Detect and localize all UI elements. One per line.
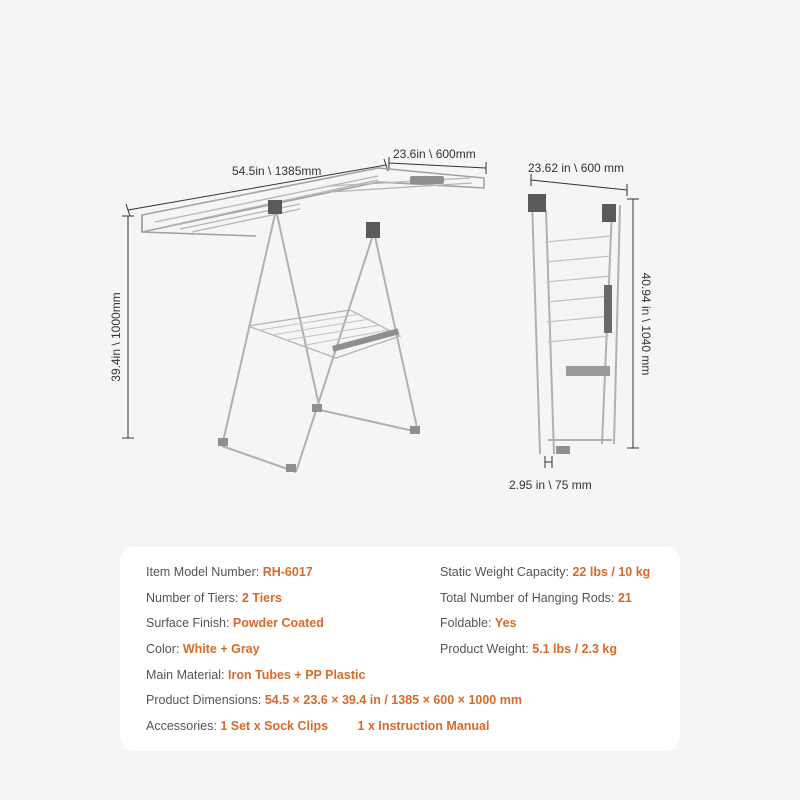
spec-model [146,565,313,579]
spec-value: 22 lbs / 10 kg [572,565,651,579]
spec-value: Iron Tubes + PP Plastic [227,668,366,682]
spec-foldable [440,616,516,630]
spec-label: Number of Tiers: [146,591,239,605]
dim-folded-width: 23.62 in \ 600 mm [528,161,625,175]
spec-label: Product Dimensions: [146,693,262,707]
spec-label: Product Weight: [440,642,529,656]
dim-open-length: 54.5in \ 1385mm [232,164,322,178]
spec-weight-capacity [440,565,650,579]
spec-value: Powder Coated [232,616,324,630]
spec-label: Foldable: [440,616,492,630]
sock-clips-icon [566,366,610,376]
spec-label: Surface Finish: [146,616,230,630]
hinge-icon [602,204,616,222]
specifications-card [120,547,680,751]
spec-value: Yes [494,616,517,630]
spec-tiers [146,591,282,605]
open-rack [142,168,484,472]
hinge-icon [366,222,380,238]
spec-product-weight [440,642,617,656]
spec-value: 54.5 × 23.6 × 39.4 in / 1385 × 600 × 1000 mm [264,693,522,707]
dim-folded-height: 40.94 in \ 1040 mm [639,272,653,376]
spec-finish [146,616,324,630]
dim-open-height: 39.4in \ 1000mm [109,292,123,382]
spec-value: 1 Set x Sock Clips [220,719,329,733]
hinge-icon [268,200,282,214]
spec-material [146,668,365,682]
spec-label: Main Material: [146,668,225,682]
spec-label: Static Weight Capacity: [440,565,569,579]
folded-rack [528,194,620,454]
spec-label: Accessories: [146,719,217,733]
spec-hanging-rods [440,591,632,605]
spec-product-dimensions [146,693,522,707]
spec-color [146,642,260,656]
spec-value: 21 [617,591,632,605]
spec-value: 5.1 lbs / 2.3 kg [532,642,617,656]
spec-value: 2 Tiers [241,591,282,605]
spec-accessories [146,719,489,733]
spec-value-2: 1 x Instruction Manual [357,719,490,733]
hinge-icon [528,194,546,212]
dim-open-width: 23.6in \ 600mm [393,147,476,161]
dim-folded-depth: 2.95 in \ 75 mm [509,478,592,492]
spec-value: RH-6017 [262,565,313,579]
spec-value: White + Gray [182,642,260,656]
spec-label: Color: [146,642,180,656]
spec-label: Total Number of Hanging Rods: [440,591,615,605]
sock-clips-icon [410,176,444,184]
spec-label: Item Model Number: [146,565,260,579]
